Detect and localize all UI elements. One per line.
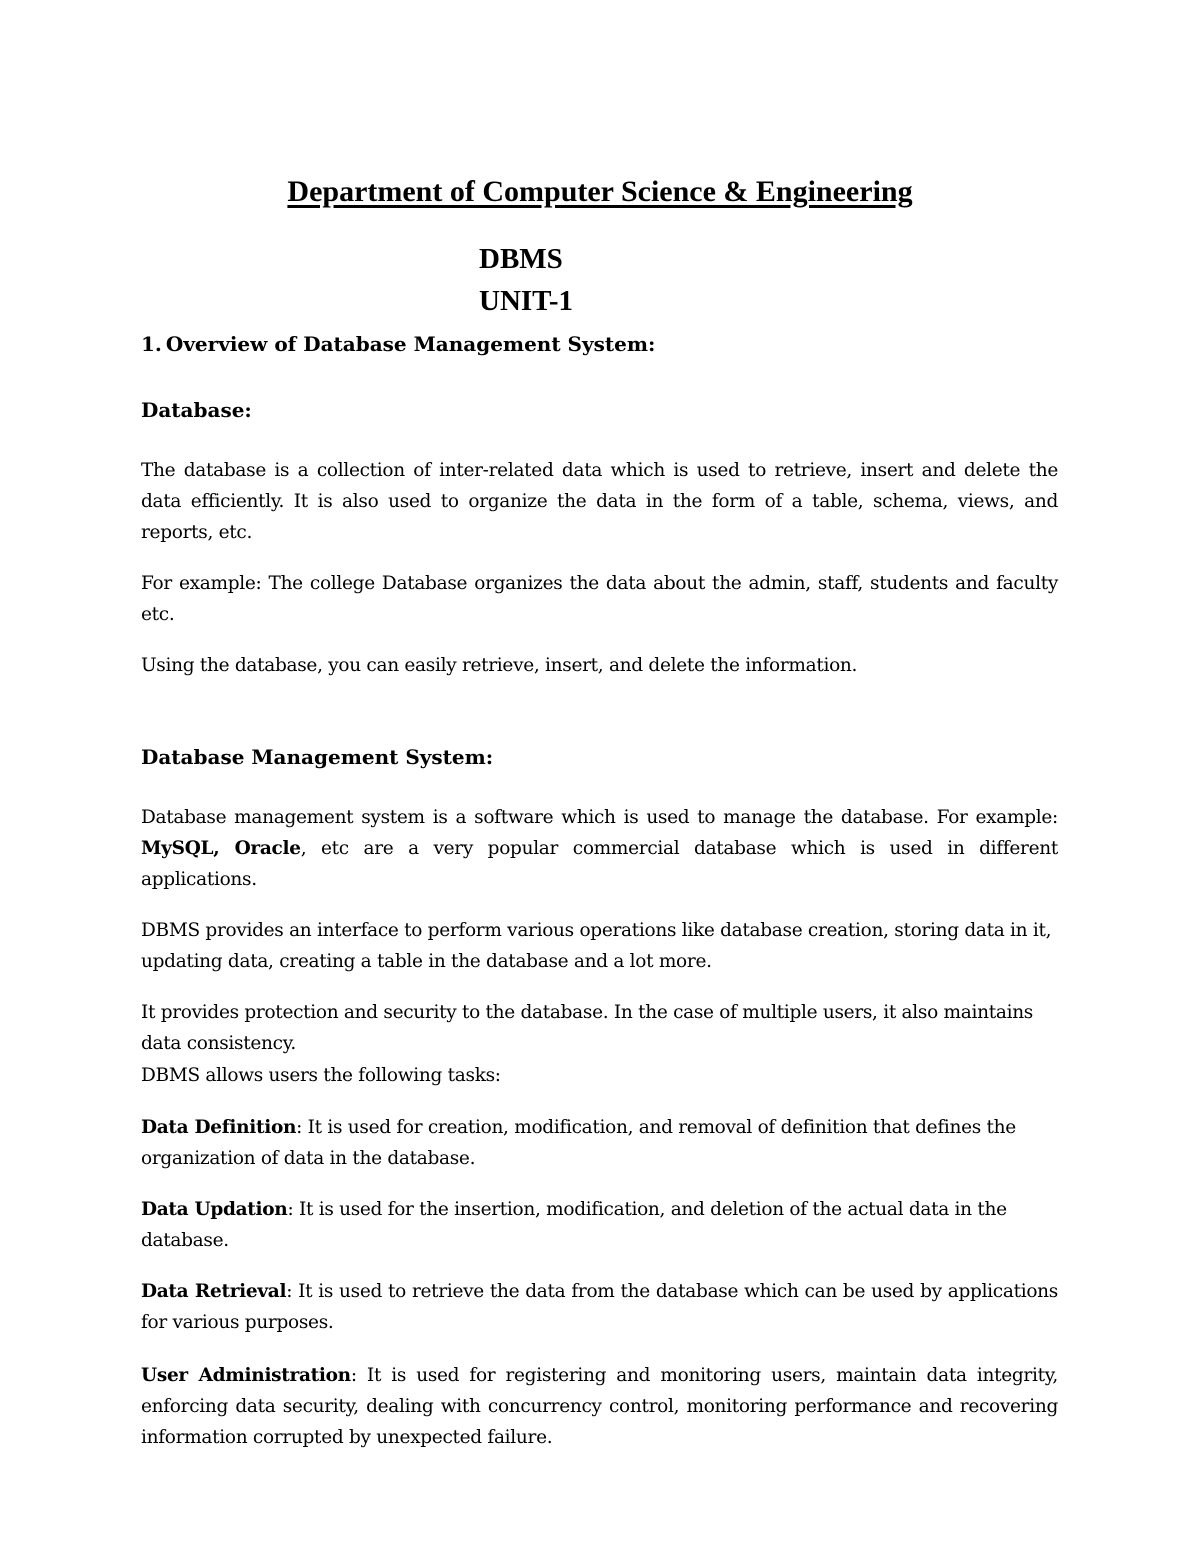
dbms-paragraph-2: DBMS provides an interface to perform various operations like database creation, storing data in it, updating data, creating a table in the database and a lot more. [141, 920, 1052, 972]
task-text: : It is used for the insertion, modification, and deletion of the actual data in the database. [141, 1199, 1007, 1251]
subject-title: DBMS [479, 243, 563, 275]
task-data-definition [141, 1112, 1058, 1174]
dbms-p1-text-c: , etc are a very popular commercial database which is used in different applications. [141, 838, 1058, 890]
task-data-retrieval [141, 1276, 1058, 1338]
dbms-paragraph-1 [141, 802, 1058, 895]
database-heading: Database: [141, 398, 252, 422]
task-term: User Administration [141, 1365, 351, 1386]
task-text: : It is used for registering and monitoring users, maintain data integrity, enforcing data security, dealing with concurrency control, monitoring performance and recovering information corrupted by unexpected failure. [141, 1365, 1058, 1448]
oracle-term: Oracle [234, 838, 301, 859]
overview-title: Overview of Database Management System: [165, 332, 656, 356]
task-data-updation [141, 1194, 1058, 1256]
task-term: Data Updation [141, 1199, 288, 1220]
overview-number: 1. [141, 332, 162, 356]
database-paragraph-1: The database is a collection of inter-related data which is used to retrieve, insert and delete the data efficiently. It is also used to organize the data in the form of a table, schema, views, and reports, etc. [141, 460, 1058, 543]
term-separator: , [213, 838, 235, 859]
mysql-term: MySQL [141, 838, 214, 859]
department-title: Department of Computer Science & Engineering [287, 175, 913, 208]
task-user-administration [141, 1360, 1058, 1453]
task-text: : It is used for creation, modification, and removal of definition that defines the organization of data in the database. [141, 1117, 1016, 1169]
overview-heading [141, 330, 655, 358]
unit-title: UNIT-1 [479, 285, 574, 317]
task-term: Data Retrieval [141, 1281, 287, 1302]
dbms-p1-text-a: Database management system is a software which is used to manage the database. For example: [141, 807, 1058, 828]
dbms-paragraph-3: It provides protection and security to the database. In the case of multiple users, it also maintains data consistency. [141, 1002, 1034, 1054]
task-term: Data Definition [141, 1117, 297, 1138]
database-paragraph-3: Using the database, you can easily retrieve, insert, and delete the information. [141, 655, 858, 676]
dbms-paragraph-4: DBMS allows users the following tasks: [141, 1065, 501, 1086]
database-paragraph-2: For example: The college Database organizes the data about the admin, staff, students and faculty etc. [141, 573, 1058, 625]
dbms-heading: Database Management System: [141, 745, 494, 769]
task-text: : It is used to retrieve the data from the database which can be used by applications for various purposes. [141, 1281, 1058, 1333]
